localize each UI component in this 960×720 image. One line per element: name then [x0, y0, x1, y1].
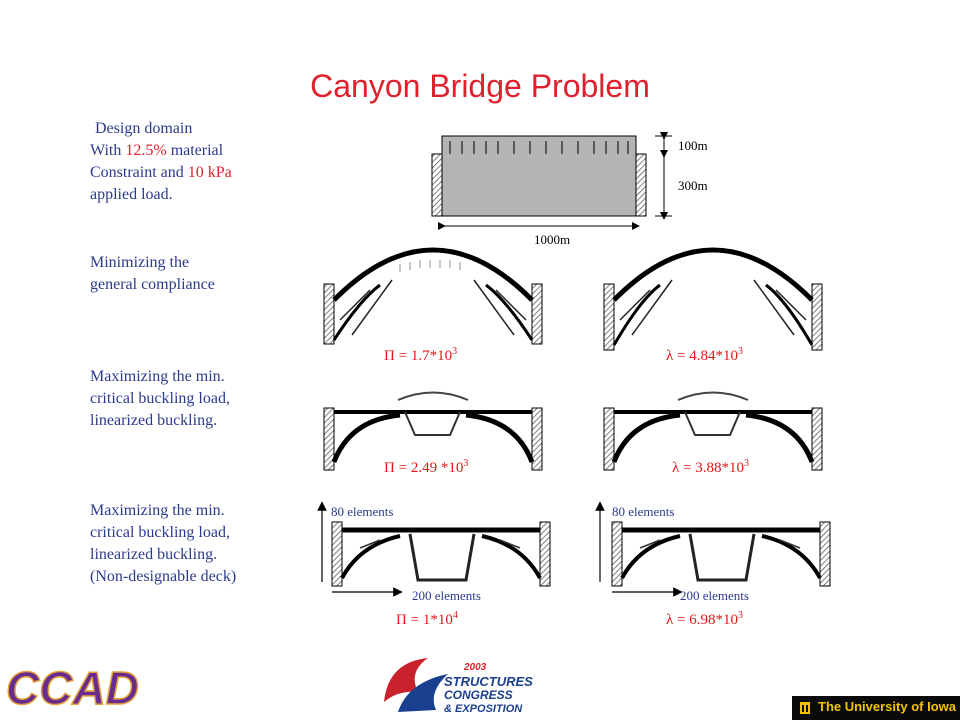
svg-text:2003: 2003: [464, 662, 487, 673]
result-r1-right: $\lambda = 4.84*10^3$: [666, 346, 743, 364]
slide-title: Canyon Bridge Problem: [310, 68, 650, 104]
topology-r3-left: [332, 522, 550, 586]
result-r2-right: $\lambda = 3.88*10^3$: [672, 458, 749, 476]
domain-line-3: Constraint and 10 kPa: [90, 164, 232, 181]
mesh-horizontal-label-left: 200 elements: [412, 588, 481, 603]
domain-line-4: applied load.: [90, 186, 173, 203]
svg-text:CCAD: CCAD: [6, 662, 139, 714]
result-r3-right: $\lambda = 6.98*10^3$: [666, 610, 743, 628]
result-r3-left: $\Pi = 1*10^4$: [396, 610, 458, 628]
svg-text:STRUCTURES: STRUCTURES: [444, 674, 533, 689]
dim-top-height: 100m: [678, 138, 708, 153]
topology-r1-right: [604, 250, 822, 350]
mesh-vertical-label-right: 80 elements: [612, 504, 675, 519]
topology-r1-left: [324, 250, 542, 344]
dim-total-height: 300m: [678, 178, 708, 193]
result-r2-left: Π = 2.49 $*10^3$: [384, 458, 469, 476]
topology-r3-right: [612, 522, 830, 586]
row-label-buckling-deck: Maximizing the min. critical buckling load, linearized buckling. (Non-designable deck): [90, 502, 237, 585]
result-r1-left: $\Pi = 1.7*10^3$: [384, 346, 458, 364]
structures-congress-logo: [378, 652, 548, 718]
university-seal-icon: [798, 700, 812, 716]
ccad-logo: [2, 656, 139, 716]
mesh-vertical-label-left: 80 elements: [331, 504, 394, 519]
row-label-compliance: Minimizing the general compliance: [90, 254, 215, 293]
row-label-buckling: Maximizing the min. critical buckling load, linearized buckling.: [90, 368, 230, 429]
mesh-horizontal-label-right: 200 elements: [680, 588, 749, 603]
domain-line-2: With 12.5% material: [90, 142, 224, 159]
dim-width: 1000m: [534, 232, 571, 247]
university-name: The University of Iowa: [818, 699, 956, 714]
domain-line-1: Design domain: [95, 120, 193, 137]
svg-text:& EXPOSITION: & EXPOSITION: [444, 703, 523, 715]
svg-text:CONGRESS: CONGRESS: [444, 688, 513, 702]
